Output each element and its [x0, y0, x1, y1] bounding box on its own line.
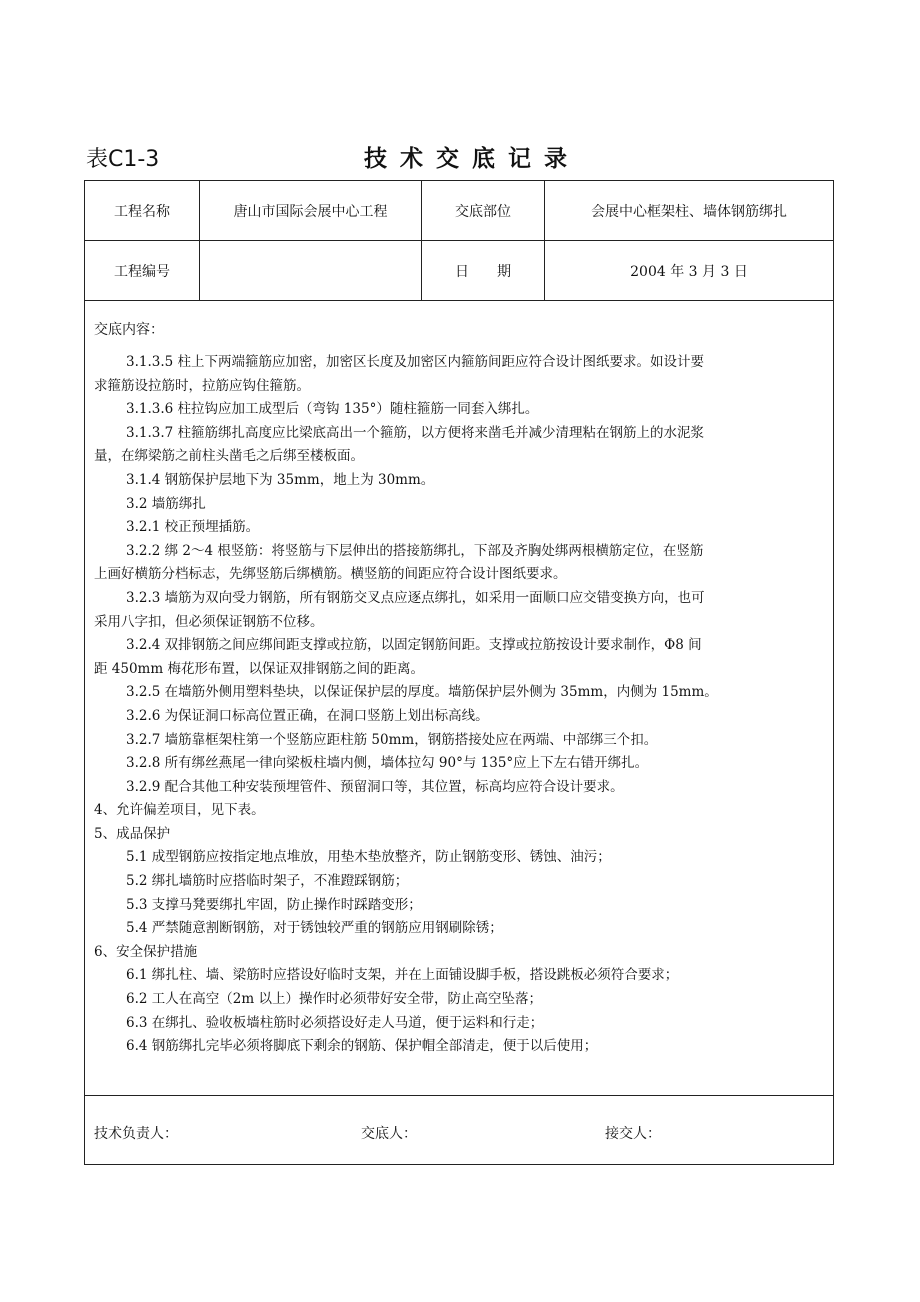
content-line: 6、安全保护措施	[94, 943, 198, 960]
content-line: 3.2.6 为保证洞口标高位置正确，在洞口竖筋上划出标高线。	[126, 707, 489, 724]
project-name-value: 唐山市国际会展中心工程	[200, 181, 422, 240]
content-line: 3.1.3.5 柱上下两端箍筋应加密，加密区长度及加密区内箍筋间距应符合设计图纸要求。如设计要	[126, 354, 705, 370]
content-line: 5、成品保护	[94, 825, 171, 842]
presenter-signature-label: 交底人：	[361, 1126, 417, 1142]
content-line: 3.2.7 墙筋靠框架柱第一个竖筋应距柱筋 50mm，钢筋搭接处应在两端、中部绑三个扣。	[126, 731, 658, 748]
location-label: 交底部位	[422, 181, 545, 240]
content-line: 5.4 严禁随意割断钢筋，对于锈蚀较严重的钢筋应用钢刷除锈；	[126, 920, 503, 937]
receiver-signature-label: 接交人：	[605, 1126, 661, 1142]
content-line: 6.1 绑扎柱、墙、梁筋时应搭设好临时支架，并在上面铺设脚手板，搭设跳板必须符合要求；	[126, 967, 679, 984]
date-value: 2004 年 3 月 3 日	[630, 263, 748, 280]
content-line: 采用八字扣，但必须保证钢筋不位移。	[94, 613, 324, 630]
content-line: 3.2.5 在墙筋外侧用塑料垫块，以保证保护层的厚度。墙筋保护层外侧为 35mm，内侧为 15mm。	[126, 684, 718, 701]
content-line: 6.3 在绑扎、验收板墙柱筋时必须搭设好走人马道，便于运料和行走；	[126, 1014, 544, 1031]
content-line: 6.4 钢筋绑扎完毕必须将脚底下剩余的钢筋、保护帽全部清走，便于以后使用；	[126, 1038, 598, 1055]
location-value: 会展中心框架柱、墙体钢筋绑扎	[591, 203, 787, 220]
content-line: 3.1.4 钢筋保护层地下为 35mm，地上为 30mm。	[126, 471, 435, 488]
header-row-2	[85, 241, 833, 301]
content-line: 3.1.3.7 柱箍筋绑扎高度应比梁底高出一个箍筋，以方便将来凿毛并减少清理粘在钢筋上的水泥浆	[126, 424, 705, 441]
content-line: 3.2.9 配合其他工种安装预埋管件、预留洞口等，其位置，标高均应符合设计要求。	[126, 778, 624, 795]
tech-lead-signature-label: 技术负责人：	[94, 1126, 178, 1142]
content-line: 6.2 工人在高空（2m 以上）操作时必须带好安全带，防止高空坠落；	[126, 991, 542, 1008]
content-line: 求箍筋设拉筋时，拉筋应钩住箍筋。	[94, 377, 310, 394]
content-line: 3.1.3.6 柱拉钩应加工成型后（弯钩 135°）随柱箍筋一同套入绑扎。	[126, 401, 539, 418]
content-line: 4、允许偏差项目，见下表。	[94, 802, 265, 819]
content-line: 3.2.2 绑 2～4 根竖筋：将竖筋与下层伸出的搭接筋绑扎，下部及齐胸处绑两根横筋定位，在竖筋	[126, 542, 704, 559]
content-heading: 交底内容：	[94, 322, 164, 338]
project-no-value	[200, 241, 422, 300]
content-line: 5.3 支撑马凳要绑扎牢固，防止操作时踩踏变形；	[126, 896, 422, 913]
content-line: 距 450mm 梅花形布置，以保证双排钢筋之间的距离。	[94, 660, 424, 677]
content-body	[94, 351, 824, 1059]
record-form	[84, 180, 834, 1165]
content-line: 量，在绑梁筋之前柱头凿毛之后绑至楼板面。	[94, 448, 364, 465]
project-name-label: 工程名称	[85, 181, 200, 240]
content-line: 3.2 墙筋绑扎	[126, 495, 206, 512]
header-row-1	[85, 181, 833, 241]
content-line: 5.2 绑扎墙筋时应搭临时架子，不准蹬踩钢筋；	[126, 873, 409, 890]
content-line: 3.2.3 墙筋为双向受力钢筋，所有钢筋交叉点应逐点绑扎，如采用一面顺口应交错变换方向，也可	[126, 589, 705, 606]
content-line: 上画好横筋分档标志，先绑竖筋后绑横筋。横竖筋的间距应符合设计图纸要求。	[94, 566, 567, 583]
content-line: 3.2.4 双排钢筋之间应绑间距支撑或拉筋，以固定钢筋间距。支撑或拉筋按设计要求制作，Φ8 间	[126, 637, 702, 654]
date-label: 日 期	[422, 241, 545, 300]
content-line: 5.1 成型钢筋应按指定地点堆放，用垫木垫放整齐，防止钢筋变形、锈蚀、油污；	[126, 849, 611, 866]
content-line: 3.2.1 校正预埋插筋。	[126, 519, 260, 536]
content-line: 3.2.8 所有绑丝燕尾一律向梁板柱墙内侧，墙体拉勾 90°与 135°应上下左右错开绑扎。	[126, 755, 649, 772]
project-no-label: 工程编号	[85, 241, 200, 300]
signature-divider	[85, 1095, 833, 1096]
table-number: 表C1-3	[86, 147, 160, 172]
document-title: 技术交底记录	[364, 146, 580, 172]
